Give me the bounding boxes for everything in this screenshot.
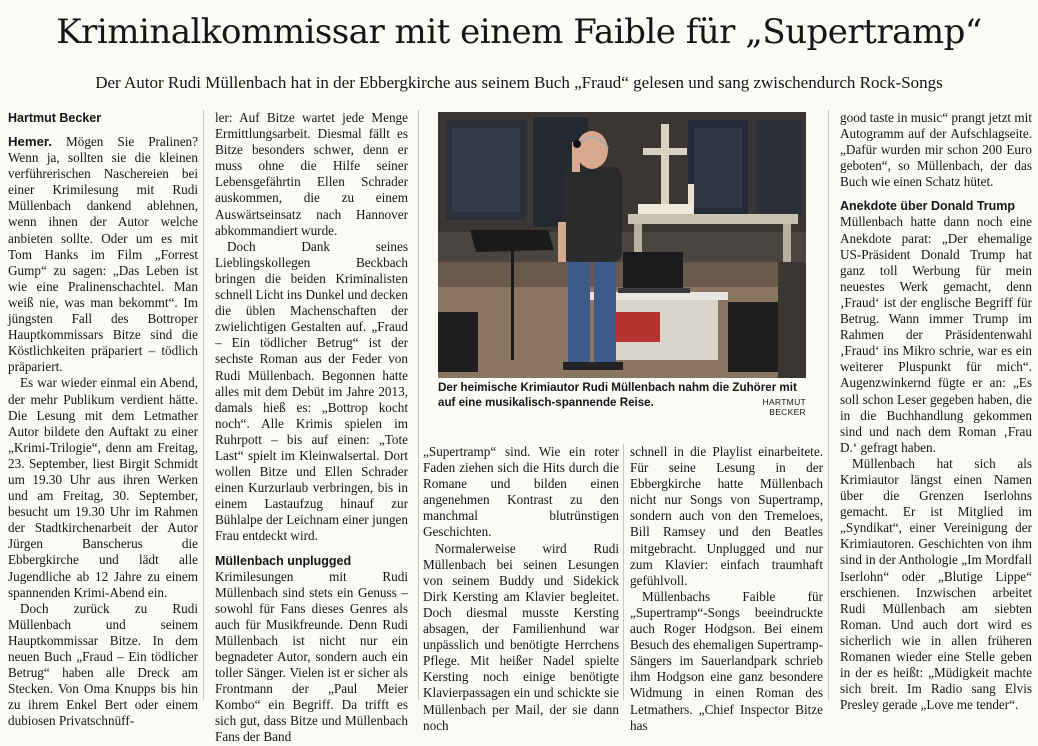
subheadline: Der Autor Rudi Müllenbach hat in der Ebbergkirche aus seinem Buch „Fraud“ gelesen und sang zwischendurch Rock-Songs — [95, 73, 943, 92]
article-column-2 — [215, 110, 409, 745]
article-column-1 — [8, 110, 199, 729]
article-paragraph: Müllenbach hatte dann noch eine Anekdote parat: „Der ehemalige US-Präsident Donald Trump hat ganz toll Werbung für mein neuestes Werk gemacht, denn ‚Fraud‘ ist der englische Begriff für Betrug. Wann immer Trump im Rahmen der Präsidentenwahl ‚Fraud‘ ins Mikro schrie, war es ein weiterer Pluspunkt für mich“. Augenzwinkernd fügte er an: „Es soll schon Leser gegeben haben, die in die Buchhandlung gekommen sind und nach dem Roman ‚Frau D.‘ gefragt haben. — [840, 214, 1032, 455]
article-paragraph: Müllenbach hat sich als Krimiautor längst einen Namen über die Grenzen Iserlohns gemacht. Er ist Mitglied im „Syndikat“, einer Vereinigung der Krimiautoren. Geschichten von ihm sind in der Anthologie „Im Mordfall Iserlohn“ oder „Blutige Lippe“ erschienen. Inzwischen arbeitet Rudi Müllenbach am siebten Roman. Und auch dort wird es sicherlich wie in allen früheren Romanen wieder eine Stelle geben in der es heißt: „Müdigkeit machte sich breit. Im Radio sang Elvis Presley gerade „Love me tender“. — [840, 455, 1032, 713]
article-paragraph — [8, 134, 198, 375]
article-column-5 — [840, 110, 1032, 713]
article-paragraph: Normalerweise wird Rudi Müllenbach bei seinen Lesungen von seinem Buddy und Sidekick Dirk Kersting am Klavier begleitet. Doch diesmal musste Kersting absagen, der Familienhund war unpässlich und benötigte Herrchens Pflege. Mit heißer Nadel spielte Kersting noch einige benötigte Klavierpassagen ein und schickte sie Müllenbach per Mail, der sie dann noch — [423, 540, 619, 733]
article-photo — [438, 112, 806, 378]
section-heading: Müllenbach unplugged — [215, 553, 352, 568]
article-column-3 — [423, 444, 619, 733]
column-rule — [203, 110, 204, 700]
byline: Hartmut Becker — [8, 111, 102, 125]
article-paragraph: Doch zurück zu Rudi Müllenbach und seinem Hauptkommissar Bitze. In dem neuen Buch „Fraud – Ein tödlicher Betrug“ haben alle Dreck am Stecken. Von Oma Knupps bis hin zu ihrem Enkel Bert oder einem dubiosen Privatschnüff- — [8, 600, 198, 729]
article-paragraph: good taste in music“ prangt jetzt mit Autogramm auf der Aufschlagseite. „Dafür wurden mir schon 200 Euro geboten“, so Müllenbach, der das Buch wie einen Schatz hütet. — [840, 110, 1032, 190]
headline: Kriminalkommissar mit einem Faible für „Supertramp“ — [56, 12, 982, 52]
column-rule — [828, 110, 829, 700]
article-paragraph: ler: Auf Bitze wartet jede Menge Ermittlungsarbeit. Diesmal fällt es Bitze besonders schwer, denn er muss ohne die Hilfe seiner Lebensgefährtin Ellen Schrader auskommen, die zu einem Auswärtseinsatz nach Hannover abkommandiert wurde. — [215, 110, 408, 238]
column-rule — [623, 444, 624, 700]
dateline: Hemer. — [8, 134, 52, 149]
paragraph-text: Mögen Sie Pralinen? Wenn ja, sollten sie die kleinen verführerischen Naschereien bei einer Krimilesung mit Rudi Müllenbach dankend ablehnen, wenn ihnen der Autor welche anbieten sollte. Oder um es mit Tom Hanks im Film „Forrest Gump“ zu sagen: „Das Leben ist wie eine Pralinenschachtel. Man weiß nie, was man bekommt“. Im jüngsten Fall des Bottroper Hauptkommissars Bitze sind die Köstlichkeiten präpariert – tödlich präpariert. — [8, 134, 199, 375]
article-paragraph: schnell in die Playlist einarbeitete. Für seine Lesung in der Ebbergkirche hatte Müllenbach nicht nur Songs von Supertramp, sondern auch von den Tremeloes, Bill Ramsey und den Beatles mitgebracht. Unplugged und nur zum Klavier: einfach traumhaft gefühlvoll. — [630, 444, 823, 588]
singer-with-microphone-image — [438, 112, 806, 378]
article-paragraph: Krimilesungen mit Rudi Müllenbach sind stets ein Genuss – sowohl für Fans dieses Genres als auch für Musikfreunde. Denn Rudi Müllenbach ist nicht nur ein begnadeter Autor, sondern auch ein toller Sänger. Vielen ist er sicher als Frontmann der „Paul Meier Kombo“ ein Begriff. Da trifft es sich gut, dass Bitze und Müllenbach Fans der Band — [215, 568, 408, 745]
section-heading: Anekdote über Donald Trump — [840, 199, 1016, 214]
article-paragraph: Doch Dank seines Lieblingskollegen Beckbach bringen die beiden Kriminalisten schnell Licht ins Dunkel und decken die üblen Machenschaften der zwielichtigen Gestalten auf. „Fraud – Ein tödlicher Betrug“ ist der sechste Roman aus der Feder von Rudi Müllenbach. Begonnen hatte alles mit dem Debüt im Jahre 2013, damals hieß es: „Bottrop kocht noch“. Alle Krimis spielen im Ruhrpott – bis auf einen: „Tote Last“ spielt im Kleinwalsertal. Dort wollen Bitze und Ellen Schrader einen Kurzurlaub verbringen, bis in einem Lastaufzug hinauf zur Bühlalpe der Leichnam einer jungen Frau entdeckt wird. — [215, 238, 409, 544]
article-paragraph: Müllenbachs Faible für „Supertramp“-Songs beeindruckte auch Roger Hodgson. Bei einem Besuch des ehemaligen Supertramp-Sängers im Sauerlandpark schrieb ihm Hodgson eine ganz besondere Widmung in einen Roman des Letmathers. „Chief Inspector Bitze has — [630, 588, 823, 733]
article-paragraph: Es war wieder einmal ein Abend, der mehr Publikum verdient hätte. Die Lesung mit dem Letmather Autor bildete den Auftakt zu einer „Krimi-Trilogie“, denn am Freitag, 23. September, liest Birgit Schmidt um 19.30 Uhr aus ihren Werken und am Freitag, 30. September, besucht um 19.30 Uhr im Rahmen der Stadtkirchenarbeit der Autor Jürgen Banscherus die Ebbergkirche und lädt alle Jugendliche ab 12 Jahre zu einem spannenden Krimi-Abend ein. — [8, 375, 198, 600]
photo-credit: HARTMUT BECKER — [762, 397, 806, 417]
column-rule — [418, 110, 419, 700]
photo-caption: Der heimische Krimiautor Rudi Müllenbach nahm die Zuhörer mit auf eine musikalisch-spannende Reise. — [438, 381, 797, 409]
article-paragraph: „Supertramp“ sind. Wie ein roter Faden ziehen sich die Hits durch die Romane und bilden einen angenehmen Kontrast zu den manchmal blutrünstigen Geschichten. — [423, 444, 619, 540]
article-column-4 — [630, 444, 823, 733]
